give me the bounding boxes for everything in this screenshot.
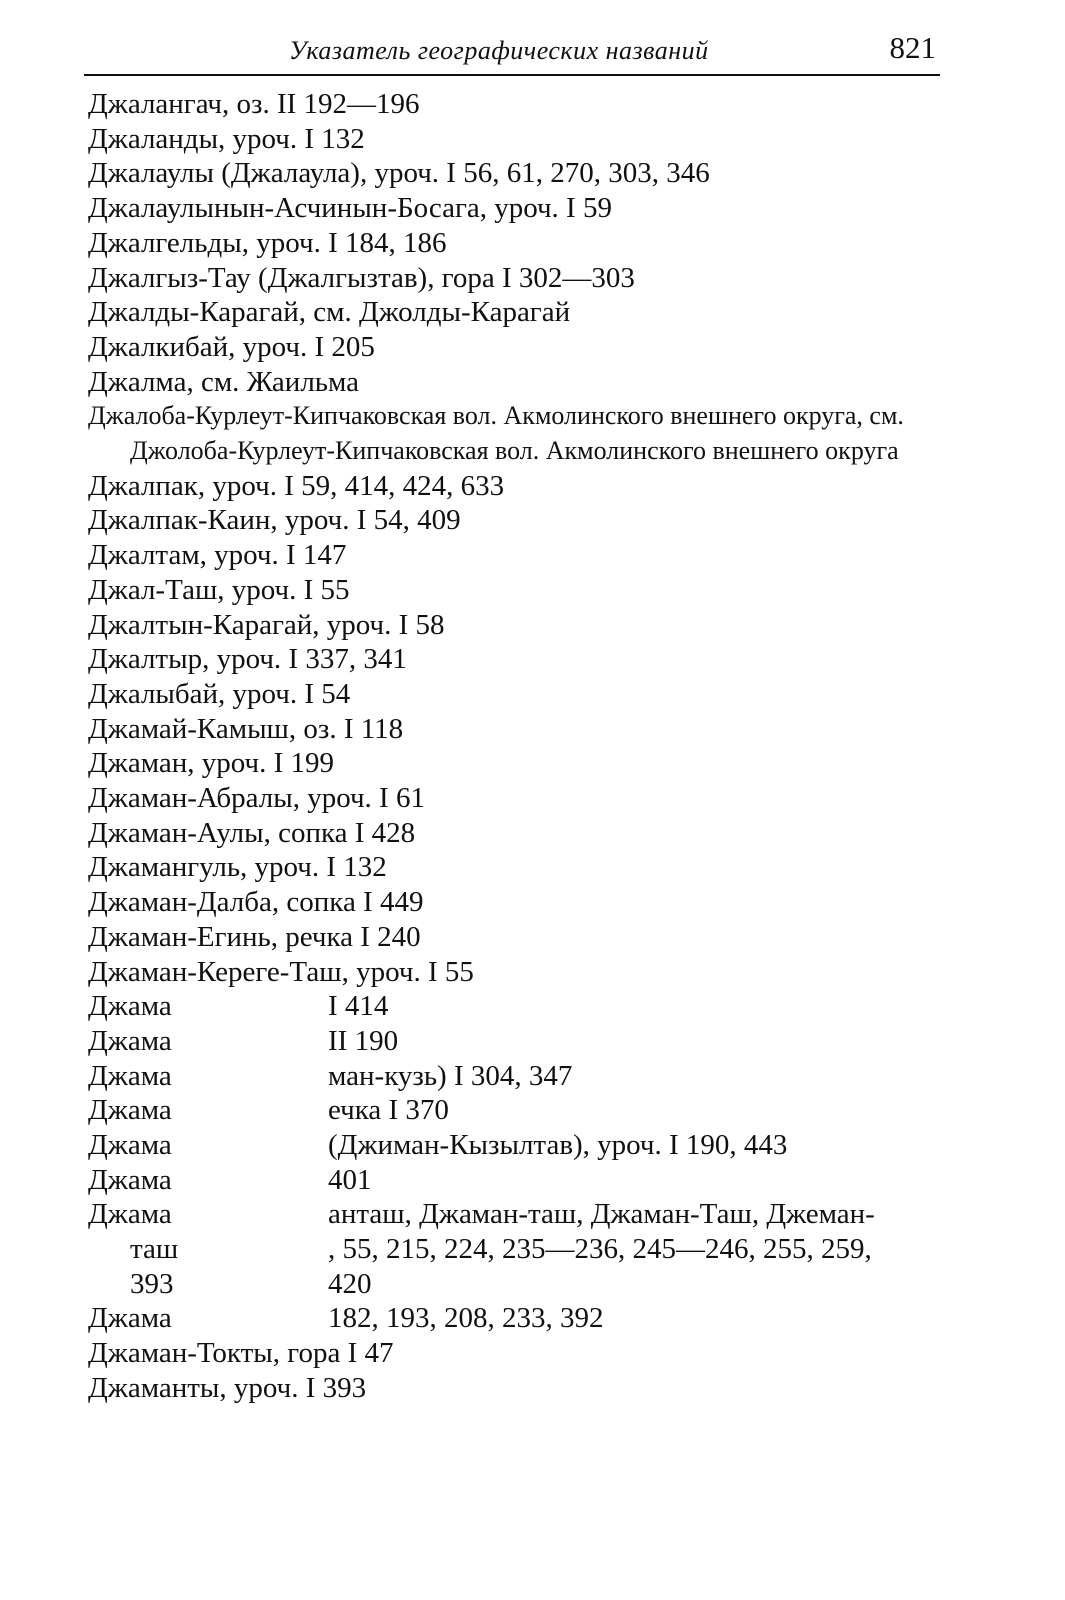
entry-right-fragment: 420 (328, 1267, 372, 1300)
entry-right-fragment: I 414 (328, 990, 389, 1023)
entry-right-fragment: ечка I 370 (328, 1094, 449, 1127)
entry-left-fragment: таш (130, 1233, 179, 1266)
partial-index-entry (88, 1301, 958, 1336)
index-entry: Джалгыз-Тау (Джалгызтав), гора I 302—303 (88, 261, 635, 294)
partial-index-entry (88, 1163, 958, 1198)
page-header (84, 28, 940, 76)
index-entry: Джалангач, оз. II 192—196 (88, 88, 420, 120)
partial-index-entry (88, 989, 958, 1024)
index-entry: Джалтыр, уроч. I 337, 341 (88, 643, 407, 676)
entry-right-fragment: ман-кузь) I 304, 347 (328, 1059, 573, 1092)
index-entry: Джамай-Камыш, оз. I 118 (88, 712, 404, 745)
entry-right-fragment: 401 (328, 1163, 372, 1196)
index-entry: Джаман, уроч. I 199 (88, 747, 334, 780)
index-entry: Джалаулы (Джалаула), уроч. I 56, 61, 270, 303, 346 (88, 157, 710, 190)
index-entry: Джаман-Аулы, сопка I 428 (88, 816, 416, 849)
entry-left-fragment: Джама (88, 1163, 172, 1196)
entry-left-fragment: Джама (88, 1198, 172, 1231)
index-entry: Джалма, см. Жаильма (88, 365, 360, 398)
index-entry: Джалпак-Каин, уроч. I 54, 409 (88, 504, 461, 537)
partial-index-entry (88, 1267, 958, 1302)
index-entries (88, 87, 958, 1406)
index-entry: Джаланды, уроч. I 132 (88, 122, 365, 155)
index-entry: Джалтам, уроч. I 147 (88, 539, 347, 572)
entry-left-fragment: Джама (88, 990, 172, 1023)
index-entry: Джаман-Токты, гора I 47 (88, 1337, 394, 1370)
index-entry: Джалпак, уроч. I 59, 414, 424, 633 (88, 469, 505, 502)
partial-index-entry (88, 1024, 958, 1059)
index-entry: Джал-Таш, уроч. I 55 (88, 573, 350, 606)
entry-left-fragment: Джама (88, 1094, 172, 1127)
partial-index-entry (88, 1232, 958, 1267)
entry-right-fragment: 182, 193, 208, 233, 392 (328, 1302, 604, 1335)
index-entry: Джалгельды, уроч. I 184, 186 (88, 226, 447, 259)
partial-index-entry (88, 1059, 958, 1094)
entry-left-fragment: Джама (88, 1302, 172, 1335)
index-entry: Джаман-Кереге-Таш, уроч. I 55 (88, 955, 474, 988)
partial-index-entry (88, 1197, 958, 1232)
index-entry: Джалаулынын-Асчинын-Босага, уроч. I 59 (88, 192, 612, 225)
index-entry: Джалыбай, уроч. I 54 (88, 677, 351, 710)
running-title: Указатель географических названий (289, 36, 709, 65)
entry-right-fragment: анташ, Джаман-таш, Джаман-Таш, Джеман- (328, 1198, 875, 1231)
index-entry: Джалкибай, уроч. I 205 (88, 330, 375, 363)
index-entry: Джалтын-Карагай, уроч. I 58 (88, 608, 445, 641)
entry-left-fragment: 393 (130, 1267, 174, 1300)
index-entry: Джалды-Карагай, см. Джолды-Карагай (88, 296, 571, 329)
entry-right-fragment: , 55, 215, 224, 235—236, 245—246, 255, 259, (328, 1233, 872, 1266)
entry-right-fragment: (Джиман-Кызылтав), уроч. I 190, 443 (328, 1129, 788, 1162)
index-entry: Джаман-Абралы, уроч. I 61 (88, 782, 425, 815)
index-entry: Джалоба-Курлеут-Кипчаковская вол. Акмолинского внешнего округа, см. Джолоба-Курлеут-Кипчаковская вол. Акмолинского внешнего округа (88, 401, 904, 466)
index-entry: Джамангуль, уроч. I 132 (88, 851, 387, 884)
index-entry: Джаман-Егинь, речка I 240 (88, 920, 421, 953)
entry-left-fragment: Джама (88, 1129, 172, 1162)
page-number: 821 (889, 30, 936, 65)
index-entry: Джаманты, уроч. I 393 (88, 1371, 367, 1404)
partial-index-entry (88, 1093, 958, 1128)
entry-left-fragment: Джама (88, 1024, 172, 1057)
entry-left-fragment: Джама (88, 1059, 172, 1092)
partial-index-entry (88, 1128, 958, 1163)
index-entry: Джаман-Далба, сопка I 449 (88, 886, 424, 919)
entry-right-fragment: II 190 (328, 1024, 399, 1057)
